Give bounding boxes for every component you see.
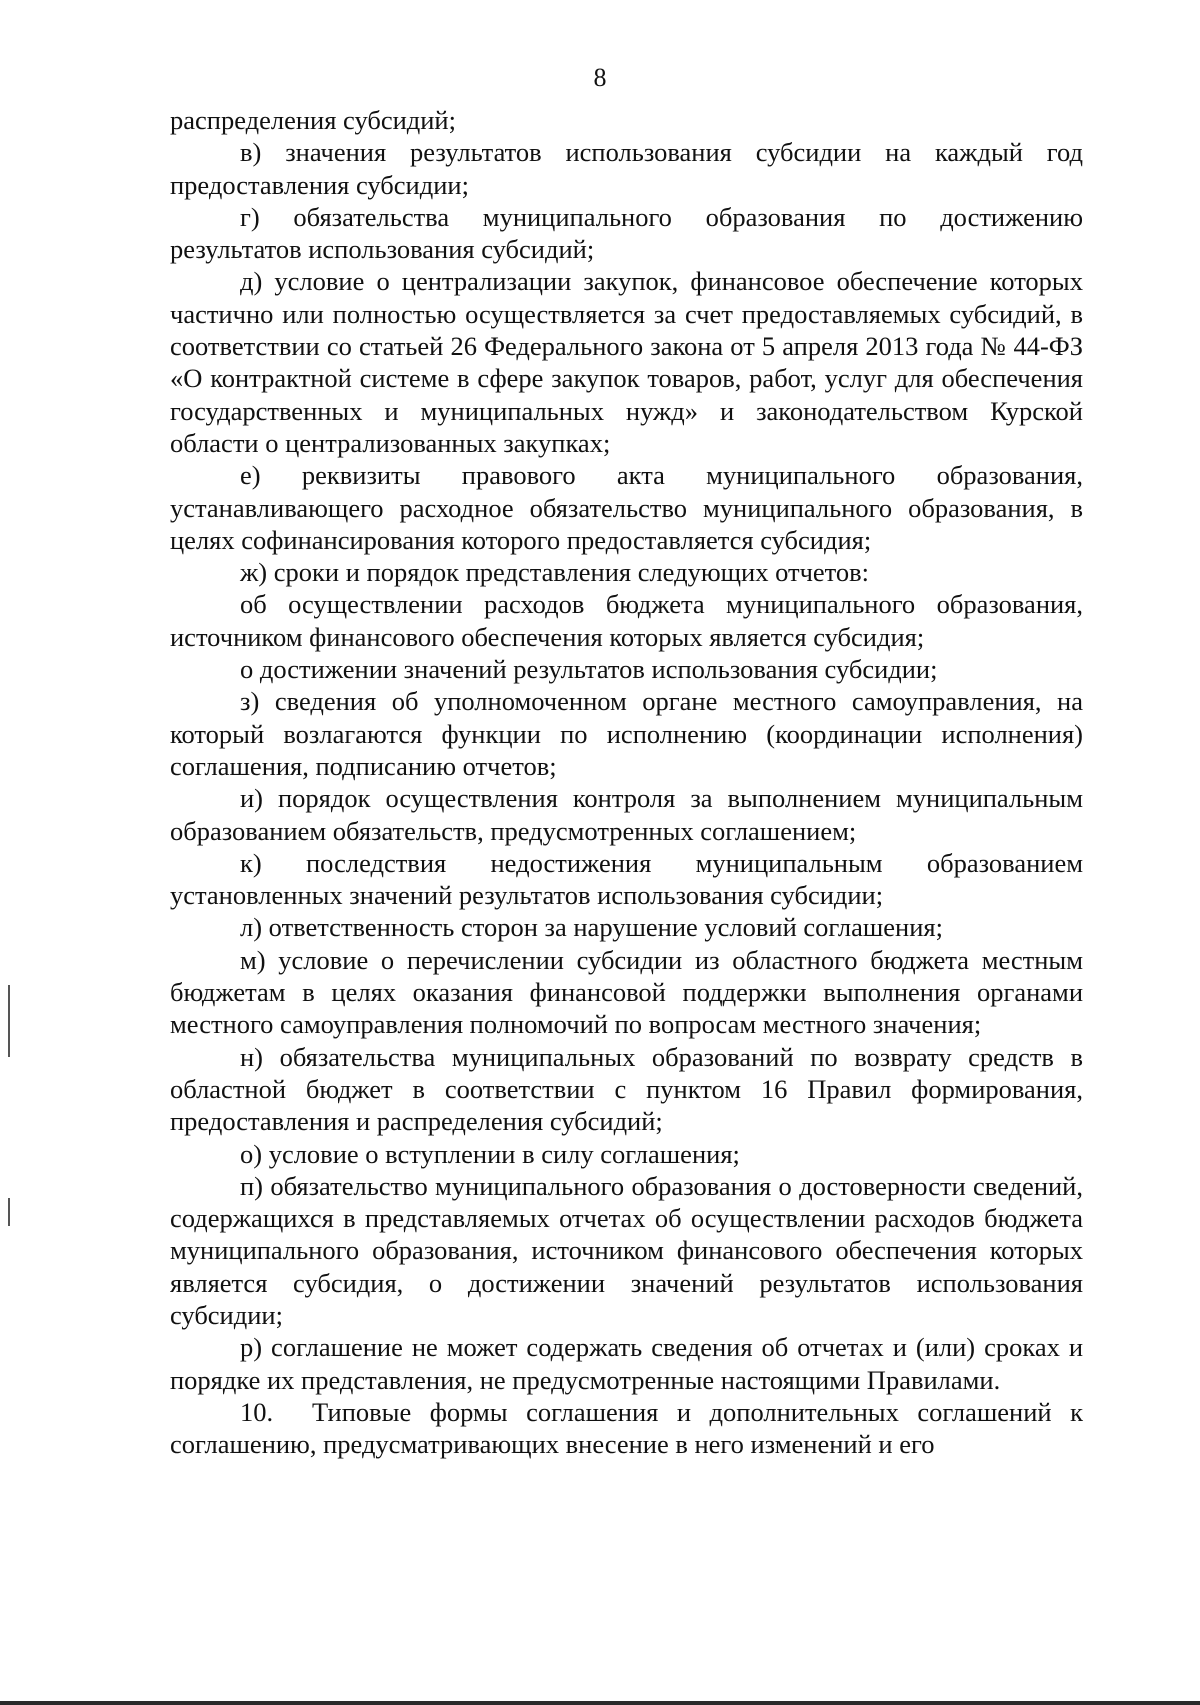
paragraph: р) соглашение не может содержать сведения об отчетах и (или) сроках и порядке их представления, не предусмотренные настоящими Правилами. [170,1332,1083,1395]
numbered-paragraph-text: Типовые формы соглашения и дополнительных соглашений к соглашению, предусматривающих внесение в него изменений и его [170,1396,1083,1460]
page-number: 8 [593,63,607,92]
paragraph: о) условие о вступлении в силу соглашения; [240,1138,740,1169]
paragraph: д) условие о централизации закупок, финансовое обеспечение которых частично или полностью осуществляется за счет предоставляемых субсидий, в соответствии со статьей 26 Федерального закона от 5 апреля 2013 года № 44-ФЗ «О контрактной системе в сфере закупок товаров, работ, услуг для обеспечения государственных и муниципальных нужд» и законодательством Курской области о централизованных закупках; [170,266,1083,458]
paragraph: п) обязательство муниципального образования о достоверности сведений, содержащихся в представляемых отчетах об осуществлении расходов бюджета муниципального образования, источником финансового обеспечения которых является субсидия, о достижении значений результатов использования субсидии; [170,1170,1083,1330]
paragraph: в) значения результатов использования субсидии на каждый год предоставления субсидии; [170,137,1083,200]
paragraph: г) обязательства муниципального образования по достижению результатов использования субсидий; [170,201,1083,265]
paragraph: е) реквизиты правового акта муниципального образования, устанавливающего расходное обязательство муниципального образования, в целях софинансирования которого предоставляется субсидия; [170,460,1083,555]
paragraph: н) обязательства муниципальных образований по возврату средств в областной бюджет в соответствии с пунктом 16 Правил формирования, предоставления и распределения субсидий; [170,1041,1083,1137]
paragraph: з) сведения об уполномоченном органе местного самоуправления, на который возлагаются функции по исполнению (координации исполнения) соглашения, подписанию отчетов; [170,686,1083,781]
scan-margin-mark [8,1198,10,1226]
paragraph: об осуществлении расходов бюджета муниципального образования, источником финансового обеспечения которых является субсидия; [170,589,1083,652]
scan-margin-mark [8,985,10,1057]
document-body [170,104,1083,1460]
paragraph: л) ответственность сторон за нарушение условий соглашения; [240,912,943,943]
scan-bottom-edge [0,1701,1200,1705]
numbered-paragraph [170,1396,1083,1461]
paragraph-number: 10. [240,1396,274,1427]
paragraph: м) условие о перечислении субсидии из областного бюджета местным бюджетам в целях оказания финансовой поддержки выполнения органами местного самоуправления полномочий по вопросам местного значения; [170,944,1083,1040]
paragraph: о достижении значений результатов использования субсидии; [240,654,938,685]
paragraph: распределения субсидий; [170,105,456,135]
paragraph: к) последствия недостижения муниципальным образованием установленных значений результатов использования субсидии; [170,847,1083,911]
paragraph: и) порядок осуществления контроля за выполнением муниципальным образованием обязательств, предусмотренных соглашением; [170,783,1083,846]
paragraph: ж) сроки и порядок представления следующих отчетов: [240,557,870,588]
